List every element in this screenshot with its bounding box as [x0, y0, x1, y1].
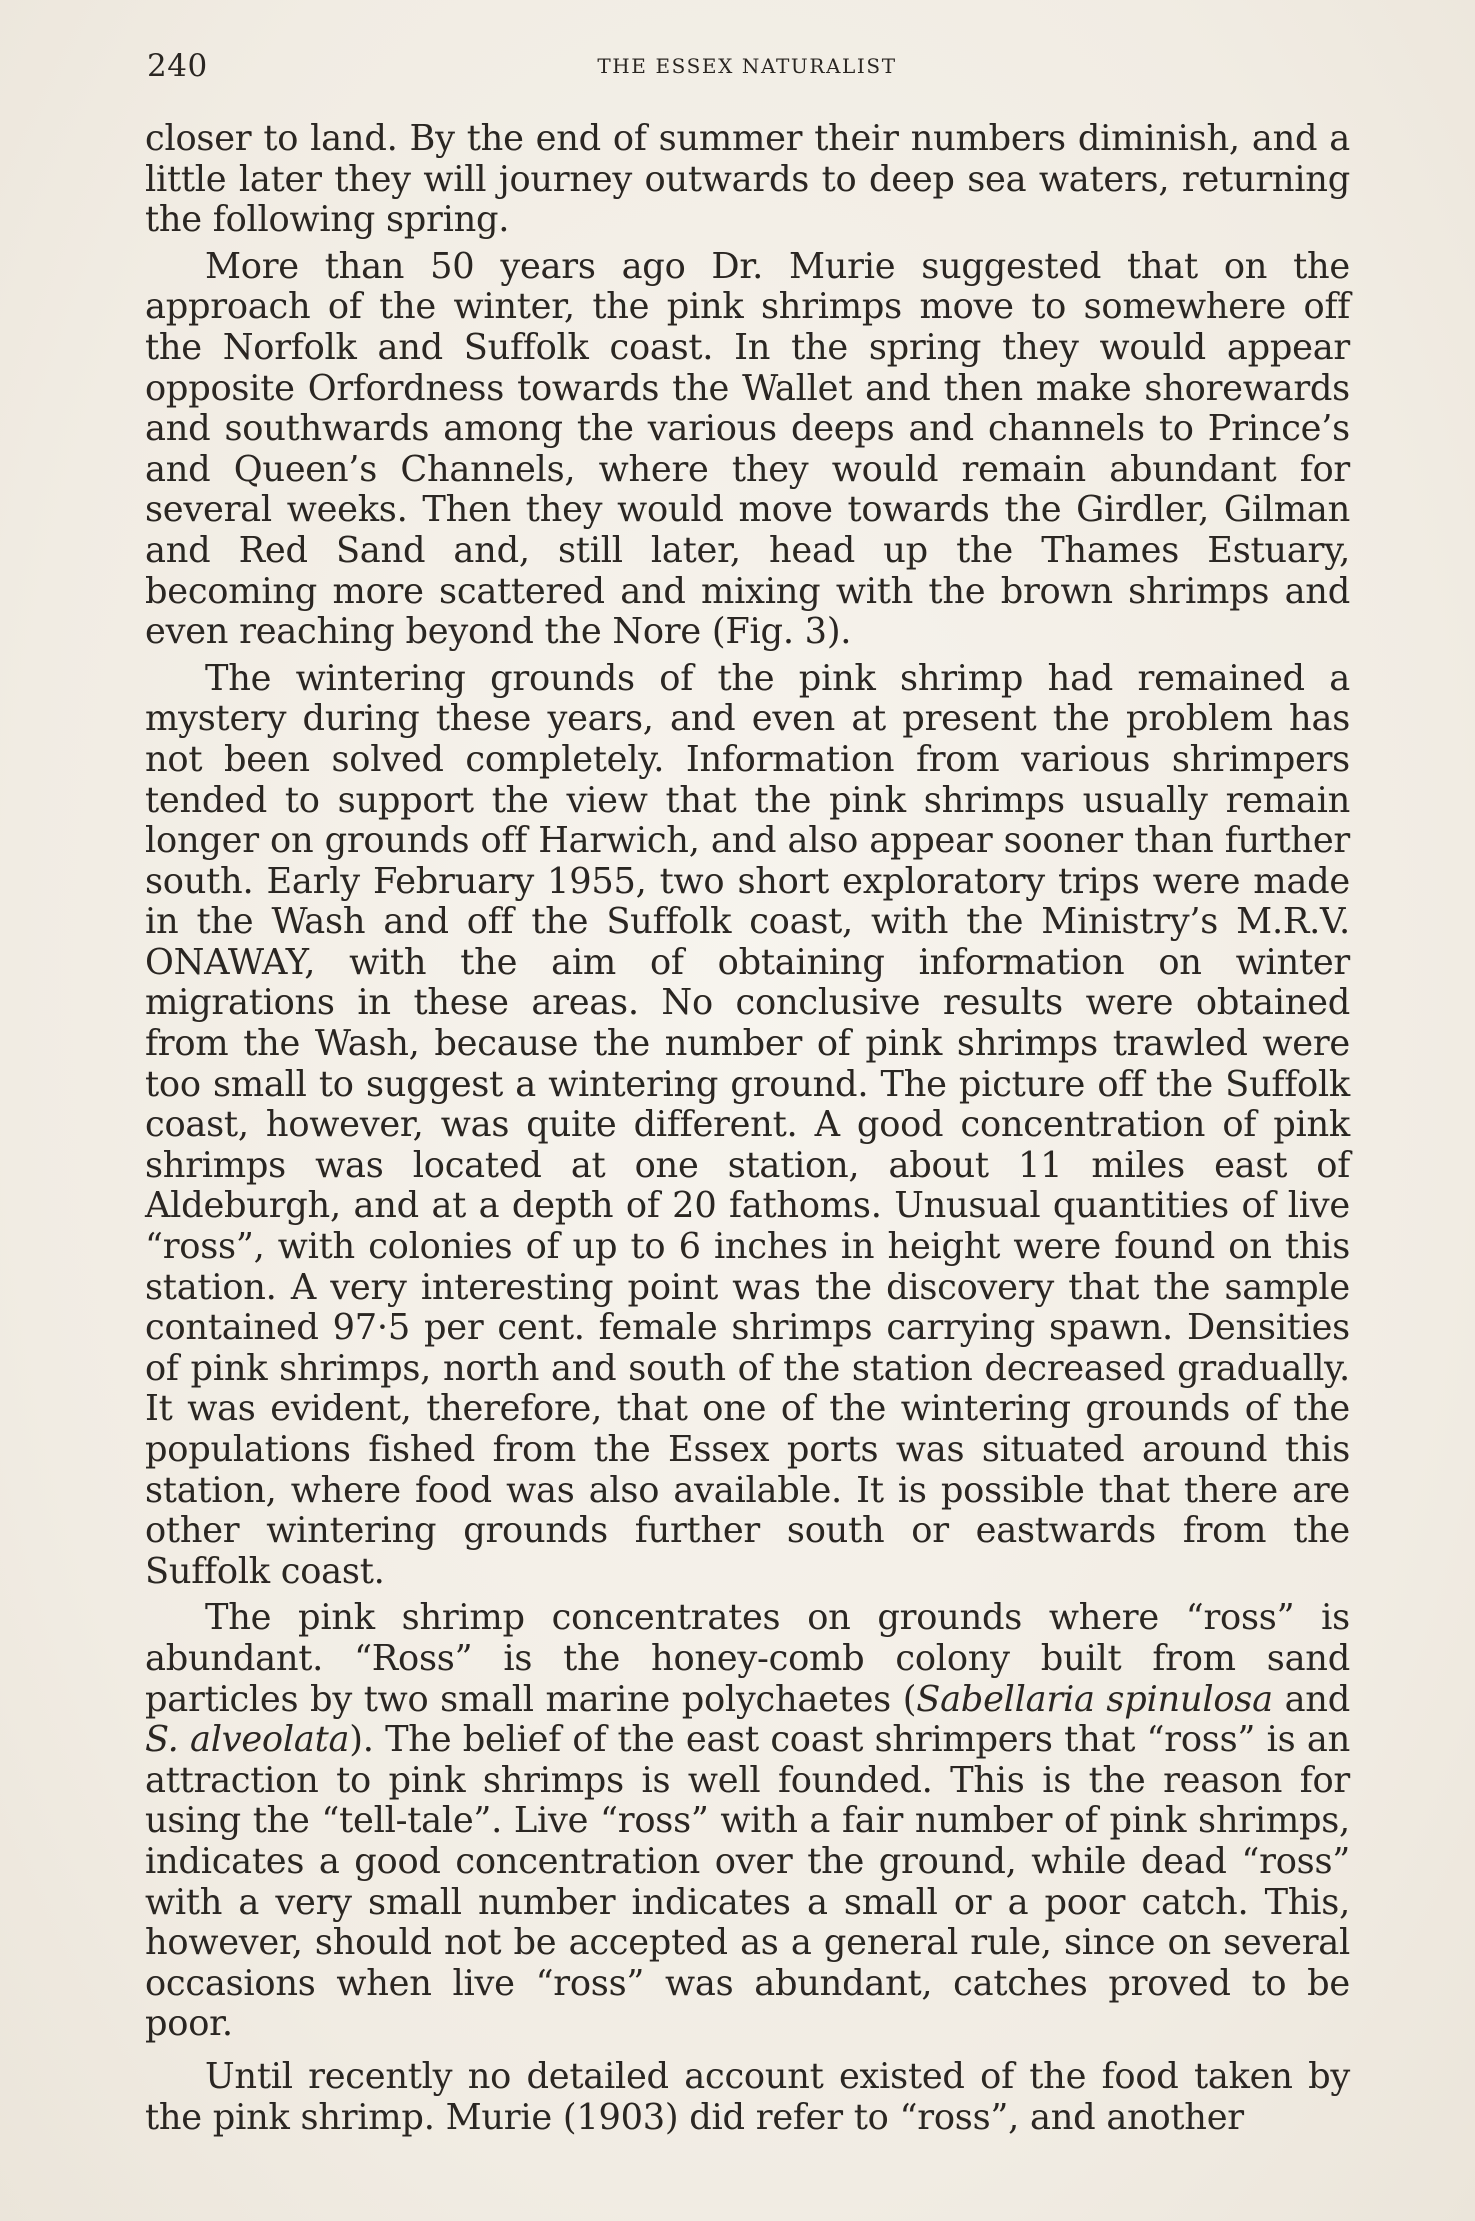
paragraph-murie-suggestion: More than 50 years ago Dr. Murie suggested that on the approach of the winter, the pink shrimps move to somewhere off the Norfolk and Suffolk coast. In the spring they would appear opposite Orfordness towards the Wallet and then make shorewards and southwards among the various deeps and channels to Prince’s and Queen’s Channels, where they would remain abundant for several weeks. Then they would move towards the Girdler, Gilman and Red Sand and, still later, head up the Thames Estuary, becoming more scattered and mixing with the brown shrimps and even reaching beyond the Nore (Fig. 3).	[145, 245, 1350, 653]
paragraph-ross	[145, 1598, 1350, 2045]
species-name-sabellaria: Sabellaria spinulosa	[916, 1678, 1273, 1720]
species-name-alveolata: S. alveolata	[145, 1719, 350, 1761]
paragraph-continued: closer to land. By the end of summer their numbers diminish, and a little later they will journey outwards to deep sea waters, returning the following spring.	[145, 118, 1350, 241]
running-title: THE ESSEX NATURALIST	[597, 54, 897, 78]
paragraph-wintering-grounds: The wintering grounds of the pink shrimp had remained a mystery during these years, and even at present the problem has not been solved completely. Information from various shrimpers tended to support the view that the pink shrimps usually remain longer on grounds off Harwich, and also appear sooner than further south. Early February 1955, two short exploratory trips were made in the Wash and off the Suffolk coast, with the Ministry’s M.R.V. ONAWAY, with the aim of obtaining information on winter migrations in these areas. No conclusive results were obtained from the Wash, because the number of pink shrimps trawled were too small to suggest a wintering ground. The picture off the Suffolk coast, however, was quite different. A good concentration of pink shrimps was located at one station, about 11 miles east of Aldeburgh, and at a depth of 20 fathoms. Unusual quantities of live “ross”, with colonies of up to 6 inches in height were found on this station. A very interesting point was the discovery that the sample contained 97·5 per cent. female shrimps carrying spawn. Densities of pink shrimps, north and south of the station decreased gradually. It was evident, therefore, that one of the wintering grounds of the populations fished from the Essex ports was situated around this station, where food was also available. It is possible that there are other wintering grounds further south or eastwards from the Suffolk coast.	[145, 657, 1350, 1592]
page-header	[147, 48, 1347, 88]
paragraph-ross-text-after: ). The belief of the east coast shrimpers that “ross” is an attraction to pink shrimps is well founded. This is the reason for using the “tell-tale”. Live “ross” with a fair number of pink shrimps, indicates a good concentration over the ground, while dead “ross” with a very small number indicates a small or a poor catch. This, however, should not be accepted as a general rule, since on several occasions when live “ross” was abundant, catches proved to be poor.	[145, 1719, 1350, 2045]
paragraph-food: Until recently no detailed account existed of the food taken by the pink shrimp. Murie (1903) did refer to “ross”, and another	[145, 2055, 1350, 2138]
body-text	[145, 119, 1350, 2138]
paragraph-ross-text-middle: and	[1272, 1678, 1350, 1720]
paragraph-ross-text-before: The pink shrimp concentrates on grounds where “ross” is abundant. “Ross” is the honey-comb colony built from sand particles by two small marine polychaetes (	[145, 1597, 1350, 1720]
page-number: 240	[147, 48, 208, 84]
